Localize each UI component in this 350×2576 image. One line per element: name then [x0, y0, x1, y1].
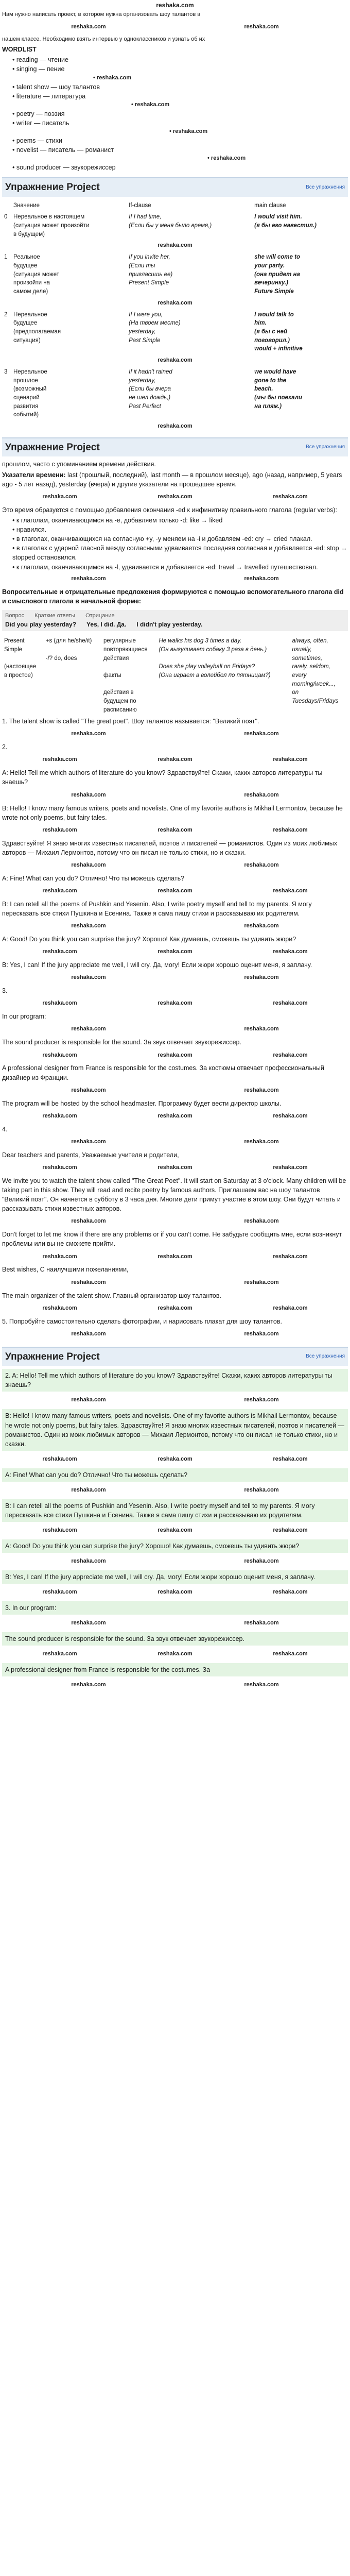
answer-line: The sound producer is responsible for the sound. За звук отвечает звукорежиссер. [2, 1632, 348, 1646]
table-row [2, 211, 348, 240]
watermark: reshaka.com [157, 1589, 192, 1596]
watermark: reshaka.com [273, 826, 308, 833]
watermark: reshaka.com [244, 861, 279, 868]
watermark: reshaka.com [42, 1589, 77, 1596]
watermark: reshaka.com [42, 493, 77, 500]
present-simple-table [2, 635, 348, 716]
table-cell: Реальное будущее (ситуация может произойти на самом деле) [13, 254, 59, 295]
grammar-rule: • в глаголах, оканчивающихся на согласную +y, -y меняем на -i и добавляем -ed: cry → cried плакал. [12, 534, 348, 544]
watermark: • reshaka.com [12, 74, 348, 82]
markers-text: last (прошлый, последний), last month — в прошлом месяце), ago (назад, например, 5 years ago - 5 лет назад), yesterday (вчера) и другие указатели на прошедшее время. [2, 471, 342, 488]
wordlist [2, 55, 348, 172]
wordlist-item: • literature — литература [12, 92, 348, 101]
answer-line: B: I can retell all the poems of Pushkin and Yesenin. Also, I write poetry myself and tell to my parents. Я могу пересказать все стихи Пушкина и Есенина. Также я сама пишу стихи и рассказываю их родителям. [2, 1499, 348, 1522]
table-row [2, 309, 348, 355]
table-cell: If I were you, (На твоем месте) yesterday, Past Simple [129, 311, 181, 344]
watermark: reshaka.com [71, 1620, 106, 1626]
answer-line: B: I can retell all the poems of Pushkin and Yesenin. Also, I write poetry myself and tell to my parents. Я могу пересказать все стихи Пушкина и Есенина. Также я сама пишу стихи и рассказываю их родителям. [2, 900, 312, 918]
question-header: Вопрос [5, 612, 25, 619]
wordlist-item: • reading — чтение [12, 55, 348, 64]
answer-line: B: Hello! I know many famous writers, poets and novelists. One of my favorite authors is Mikhail Lermontov, because he wrote not only poems, but fairy tales. Здравствуйте! Я знаю многих известных писателей, поэтов и писателей — романистов. Один из моих любимых авторов — Михаил Лермонтов, потому что он писал не только стихи, но и сказки. [2, 1409, 348, 1451]
answer-line: Don't forget to let me know if there are any problems or if you can't come. Не забудьте сообщить мне, если возникнут проблемы или вы не сможете прийти. [2, 1231, 342, 1248]
answer-line: We invite you to watch the talent show called "The Great Poet". It will start on Saturday at 3 o'clock. Many children will be taking part in this show. They will read and recite poetry by famous authors. Приглашаем вас на шоу талантов "Великий поэт". Он начнется в субботу в 3 часа дня. Многие дети примут участие в этом шоу. Они будут читать и рассказывать стихи известных авторов. [2, 1177, 346, 1213]
watermark: reshaka.com [273, 1253, 308, 1260]
watermark: reshaka.com [71, 1486, 106, 1493]
watermark: reshaka.com [157, 948, 192, 955]
answer-line: B: Yes, I can! If the jury appreciate me well, I will cry. Да, могу! Если жюри хорошо оценит меня, я заплачу. [2, 961, 312, 969]
all-exercises-link[interactable]: Все упражнения [306, 444, 345, 450]
watermark: • reshaka.com [12, 128, 348, 136]
section-header [2, 1347, 348, 1366]
table-header-cell [2, 200, 11, 212]
watermark: reshaka.com [273, 493, 308, 500]
watermark: reshaka.com [244, 24, 279, 30]
table-header-cell: If-clause [129, 202, 151, 209]
watermark: reshaka.com [71, 1218, 106, 1225]
watermark: reshaka.com [71, 731, 106, 737]
watermark: reshaka.com [157, 299, 192, 306]
watermark: reshaka.com [71, 24, 106, 30]
watermark: reshaka.com [42, 948, 77, 955]
wordlist-item: • sound producer — звукорежиссер [12, 163, 348, 172]
watermark: reshaka.com [42, 1253, 77, 1260]
section-title: Упражнение Project [5, 1351, 100, 1362]
watermark: reshaka.com [42, 888, 77, 894]
watermark: reshaka.com [157, 357, 192, 364]
section-title: Упражнение Project [5, 182, 100, 193]
watermark: reshaka.com [71, 861, 106, 868]
question-table [2, 610, 348, 631]
answer-line: 1. The talent show is called "The great poet". Шоу талантов называется: "Великий поэт". [2, 718, 259, 725]
watermark: reshaka.com [157, 1164, 192, 1171]
watermark: reshaka.com [273, 948, 308, 955]
watermark: reshaka.com [244, 1330, 279, 1337]
table-header-cell: Значение [13, 202, 40, 209]
answers-green [2, 1369, 348, 1692]
intro-line-1: Нам нужно написать проект, в котором нужна организовать шоу талантов в [2, 11, 201, 18]
watermark: reshaka.com [273, 1304, 308, 1311]
watermark: reshaka.com [157, 1052, 192, 1058]
table-row [2, 366, 348, 421]
wordlist-item: • poetry — поэзия [12, 109, 348, 118]
watermark: reshaka.com [71, 1397, 106, 1403]
watermark: reshaka.com [71, 575, 106, 582]
watermark: reshaka.com [273, 1112, 308, 1119]
grammar-rule: • в глаголах с ударной гласной между согласными удваивается последняя согласная и добавляется -ed: stop → stopped остановился. [12, 544, 348, 562]
watermark: reshaka.com [273, 1000, 308, 1007]
grammar-rule: • к глаголам, оканчивающимся на -e, добавляем только -d: like → liked [12, 516, 348, 525]
answer-line: The program will be hosted by the school headmaster. Программу будет вести директор школы. [2, 1099, 282, 1107]
answer-line: 3. [2, 987, 8, 995]
watermark: reshaka.com [244, 731, 279, 737]
table-cell: If it hadn't rained yesterday, (Если бы вчера не шел дождь,) Past Perfect [129, 368, 172, 410]
answer-line: Best wishes, С наилучшими пожеланиями, [2, 1266, 129, 1274]
watermark: reshaka.com [71, 1558, 106, 1565]
watermark: reshaka.com [273, 1527, 308, 1534]
table-cell: Present Simple (настоящее в простое) [4, 638, 37, 679]
watermark: reshaka.com [157, 888, 192, 894]
watermark: reshaka.com [42, 1000, 77, 1007]
watermark: reshaka.com [273, 1052, 308, 1058]
answer-line: The sound producer is responsible for the sound. За звук отвечает звукорежиссер. [2, 1039, 241, 1046]
grammar-text: прошлом, часто с упоминанием времени действия. [2, 461, 156, 468]
question-header: Краткие ответы [34, 612, 76, 619]
site-title[interactable]: reshaka.com [156, 2, 194, 9]
watermark: reshaka.com [42, 1455, 77, 1462]
answer-line: B: Hello! I know many famous writers, poets and novelists. One of my favorite authors is Mikhail Lermontov, because he wrote not only poems, but fairy tales. [2, 804, 343, 821]
watermark: reshaka.com [244, 1558, 279, 1565]
watermark: reshaka.com [273, 1651, 308, 1657]
table-cell: 3 [4, 368, 8, 375]
wordlist-item: • writer — писатель [12, 118, 348, 128]
answer-line: A professional designer from France is responsible for the costumes. За [2, 1663, 348, 1676]
watermark: reshaka.com [244, 1279, 279, 1285]
watermark: reshaka.com [42, 826, 77, 833]
all-exercises-link[interactable]: Все упражнения [306, 1353, 345, 1360]
table-cell: +s (для he/she/it) -/? do, does [45, 638, 92, 662]
answer-line: The main organizer of the talent show. Главный организатор шоу талантов. [2, 1292, 221, 1299]
table-cell: she will come to your party. (она придет на вечеринку.) Future Simple [254, 254, 300, 295]
watermark: reshaka.com [244, 1087, 279, 1093]
watermark: reshaka.com [71, 923, 106, 929]
watermark: reshaka.com [157, 1651, 192, 1657]
table-cell: If you invite her, (Если ты пригласишь ее) Present Simple [129, 254, 173, 286]
watermark: reshaka.com [157, 826, 192, 833]
question-header: Отрицание [85, 612, 115, 619]
watermark: reshaka.com [157, 1253, 192, 1260]
table-cell: Нереальное прошлое (возможный сценарий развития событий) [13, 368, 47, 418]
watermark: reshaka.com [273, 1164, 308, 1171]
watermark: reshaka.com [71, 791, 106, 798]
table-cell: If I had time, (Если бы у меня было время,) [129, 214, 212, 229]
table-row [2, 251, 348, 297]
section-title: Упражнение Project [5, 442, 100, 453]
grammar-rule: • к глаголам, оканчивающимся на -l, удваивается и добавляется -ed: travel → travelled путешествовал. [12, 563, 348, 572]
watermark: reshaka.com [42, 1304, 77, 1311]
section-header [2, 437, 348, 457]
answer-line: A: Good! Do you think you can surprise the jury? Хорошо! Как думаешь, сможешь ты удивить жюри? [2, 936, 296, 943]
watermark: • reshaka.com [12, 155, 348, 163]
watermark: reshaka.com [244, 1218, 279, 1225]
table-cell: регулярные повторяющиеся действия факты действия в будущем по расписанию [103, 638, 148, 713]
watermark: reshaka.com [273, 1455, 308, 1462]
watermark: reshaka.com [42, 1164, 77, 1171]
watermark: reshaka.com [244, 1486, 279, 1493]
watermark: reshaka.com [157, 1455, 192, 1462]
answers [2, 717, 348, 1341]
watermark: reshaka.com [71, 974, 106, 981]
grammar-text: Вопросительные и отрицательные предложения формируются с помощью вспомогательного глагола did и смыслового глагола в начальной форме: [2, 588, 344, 605]
table-cell: we would have gone to the beach. (мы бы поехали на пляж.) [254, 368, 302, 410]
watermark: reshaka.com [157, 1000, 192, 1007]
answer-line: A: Good! Do you think you can surprise the jury? Хорошо! Как думаешь, сможешь ты удивить жюри? [2, 1539, 348, 1553]
watermark: reshaka.com [71, 1330, 106, 1337]
watermark: reshaka.com [244, 1682, 279, 1688]
watermark: reshaka.com [157, 756, 192, 763]
answer-line: 2. A: Hello! Tell me which authors of literature do you know? Здравствуйте! Скажи, каких авторов литературы ты знаешь? [2, 1369, 348, 1392]
watermark: reshaka.com [244, 1397, 279, 1403]
watermark: reshaka.com [157, 493, 192, 500]
question-cell: Did you play yesterday? [5, 620, 77, 628]
table-cell: He walks his dog 3 times a day. (Он выгуливает собаку 3 раза в день.) Does she play volleyball on Fridays? (Она играет в волейбол по пятницам?) [159, 638, 271, 679]
table-cell: Нереальное будущее (предполагаемая ситуация) [13, 311, 61, 344]
wordlist-item: • singing — пение [12, 64, 348, 74]
table-cell: 2 [4, 311, 8, 318]
grammar-rule: • нравился. [12, 525, 348, 534]
watermark: reshaka.com [71, 1026, 106, 1032]
watermark: reshaka.com [157, 423, 192, 429]
watermark: reshaka.com [71, 1682, 106, 1688]
answer-line: 2. [2, 743, 8, 751]
answer-line: Dear teachers and parents, Уважаемые учителя и родители, [2, 1151, 179, 1159]
answer-line: 4. [2, 1125, 8, 1133]
table-cell: 0 [4, 214, 8, 221]
answer-line: A: Fine! What can you do? Отлично! Что ты можешь сделать? [2, 874, 185, 882]
question-cell: Yes, I did. Да. [86, 620, 127, 628]
watermark: reshaka.com [71, 1279, 106, 1285]
grammar-text: Это время образуется с помощью добавления окончания -ed к инфинитиву правильного глагола (regular verbs): [2, 506, 337, 514]
watermark: reshaka.com [244, 1138, 279, 1145]
answer-line: A: Hello! Tell me which authors of literature do you know? Здравствуйте! Скажи, каких авторов литературы ты знаешь? [2, 769, 323, 786]
wordlist-item: • poems — стихи [12, 136, 348, 145]
watermark: • reshaka.com [12, 101, 348, 109]
watermark: reshaka.com [42, 1651, 77, 1657]
answer-line: Здравствуйте! Я знаю многих известных писателей, поэтов и писателей — романистов. Один из моих любимых авторов — Михаил Лермонтов, потому что он писал не только стихи, но и сказки. [2, 839, 337, 856]
answer-line: A professional designer from France is responsible for the costumes. За костюмы отвечает профессиональный дизайнер из Франции. [2, 1064, 324, 1081]
watermark: reshaka.com [244, 1026, 279, 1032]
watermark: reshaka.com [157, 242, 192, 249]
watermark: reshaka.com [42, 1052, 77, 1058]
table-cell: I would visit him. (я бы его навестил.) [254, 214, 317, 229]
watermark: reshaka.com [71, 1138, 106, 1145]
watermark: reshaka.com [273, 888, 308, 894]
watermark: reshaka.com [244, 1620, 279, 1626]
watermark: reshaka.com [244, 974, 279, 981]
answer-line: A: Fine! What can you do? Отлично! Что ты можешь сделать? [2, 1468, 348, 1482]
watermark: reshaka.com [244, 923, 279, 929]
answer-line: In our program: [2, 1013, 46, 1021]
watermark: reshaka.com [157, 1527, 192, 1534]
watermark: reshaka.com [71, 1087, 106, 1093]
watermark: reshaka.com [42, 1112, 77, 1119]
watermark: reshaka.com [273, 1589, 308, 1596]
answer-line: B: Yes, I can! If the jury appreciate me well, I will cry. Да, могу! Если жюри хорошо оценит меня, я заплачу. [2, 1570, 348, 1584]
table-header-cell: main clause [254, 202, 286, 209]
wordlist-title: WORDLIST [2, 46, 37, 54]
watermark: reshaka.com [244, 575, 279, 582]
question-cell: I didn't play yesterday. [136, 620, 203, 628]
table-cell: Нереальное в настоящем (ситуация может произойти в будущем) [13, 214, 90, 238]
answer-line: 5. Попробуйте самостоятельно сделать фотографии, и нарисовать плакат для шоу талантов. [2, 1317, 282, 1325]
wordlist-item: • talent show — шоу талантов [12, 82, 348, 92]
watermark: reshaka.com [157, 1304, 192, 1311]
watermark: reshaka.com [244, 791, 279, 798]
table-cell: 1 [4, 254, 8, 261]
wordlist-item: • novelist — писатель — романист [12, 145, 348, 155]
all-exercises-link[interactable]: Все упражнения [306, 184, 345, 190]
watermark: reshaka.com [42, 756, 77, 763]
answer-line: 3. In our program: [2, 1601, 348, 1615]
conditionals-table [2, 200, 348, 432]
section-header [2, 177, 348, 197]
watermark: reshaka.com [273, 756, 308, 763]
intro-line-2: нашем классе. Необходимо взять интервью у одноклассников и узнать об их [2, 36, 205, 43]
watermark: reshaka.com [42, 1527, 77, 1534]
markers-label: Указатели времени: [2, 471, 66, 479]
table-cell: always, often, usually, sometimes, rarely, seldom, every morning/week..., on Tuesdays/Fridays [292, 638, 339, 704]
table-cell: I would talk to him. (я бы с ней поговорил.) would + infinitive [254, 311, 303, 352]
watermark: reshaka.com [157, 1112, 192, 1119]
